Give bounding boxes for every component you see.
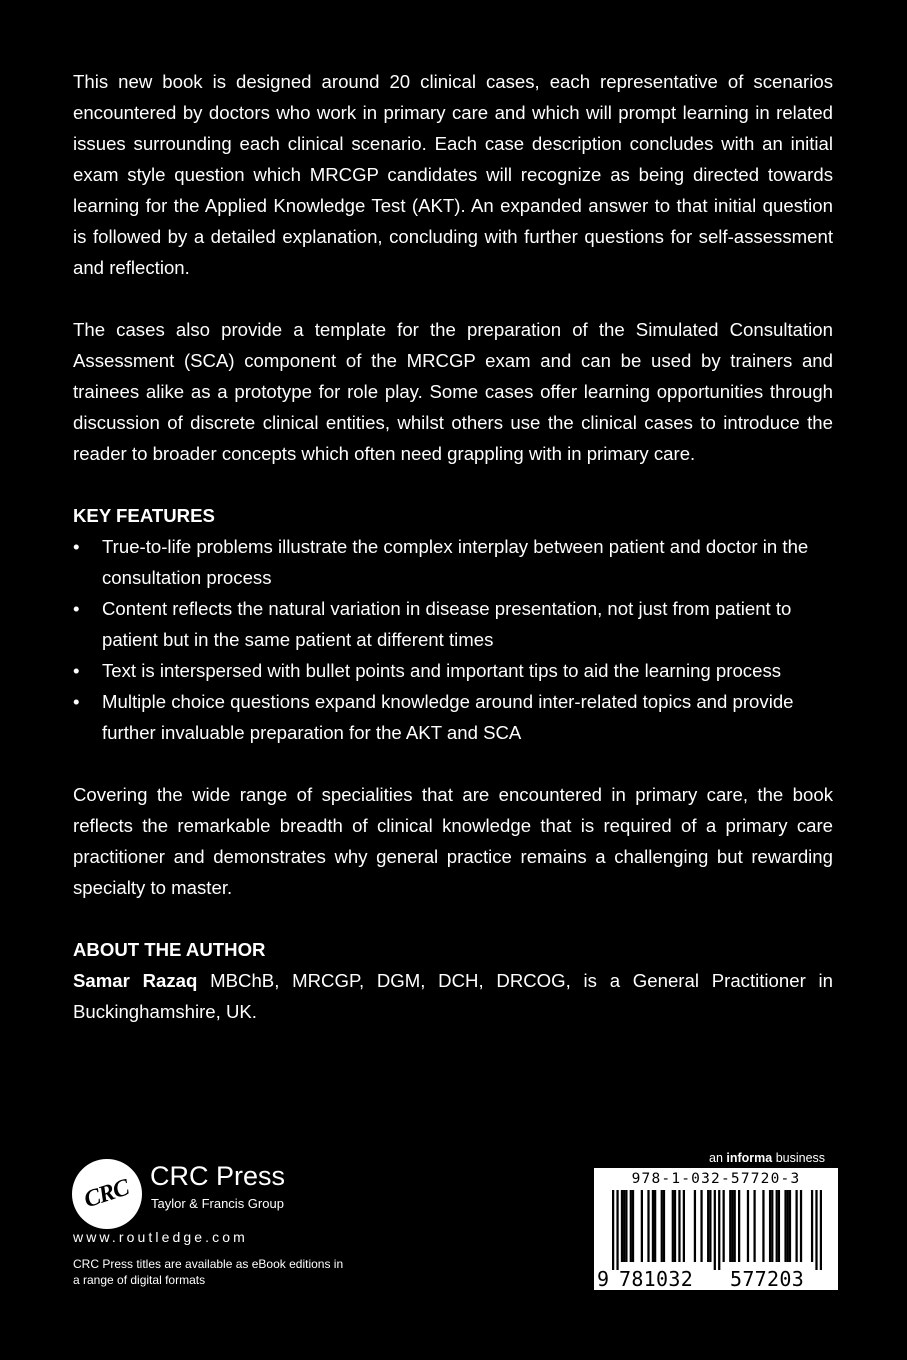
- barcode-bar: [787, 1190, 789, 1262]
- barcode-bar: [734, 1190, 736, 1262]
- barcode-bar: [771, 1190, 773, 1262]
- barcode-bar: [784, 1190, 786, 1262]
- barcode-bar: [621, 1190, 623, 1262]
- bullet-icon: •: [73, 536, 80, 557]
- barcode-bar: [778, 1190, 780, 1262]
- barcode-bar: [731, 1190, 733, 1262]
- barcode-bar: [672, 1190, 674, 1262]
- barcode-bar: [652, 1190, 654, 1262]
- barcode-bar: [632, 1190, 634, 1262]
- barcode-bars: [612, 1190, 822, 1270]
- barcode-bar: [762, 1190, 764, 1262]
- key-feature-item: [73, 655, 833, 686]
- barcode-bar: [616, 1190, 618, 1270]
- crc-logo-text: CRC: [81, 1174, 133, 1213]
- key-feature-text: Content reflects the natural variation in disease presentation, not just from patient to patient but in the same patient at different times: [102, 598, 792, 650]
- barcode-bar: [723, 1190, 725, 1262]
- barcode-bar: [776, 1190, 778, 1262]
- barcode-bar: [630, 1190, 632, 1262]
- bullet-icon: •: [73, 598, 80, 619]
- bullet-icon: •: [73, 691, 80, 712]
- barcode-bar: [718, 1190, 720, 1270]
- barcode-bar: [815, 1190, 817, 1270]
- key-feature-item: [73, 686, 833, 748]
- barcode-bar: [714, 1190, 716, 1270]
- key-feature-item: [73, 593, 833, 655]
- barcode-bar: [623, 1190, 625, 1262]
- barcode-digit-group-1: 781032: [619, 1267, 694, 1291]
- publisher-website: www.routledge.com: [73, 1229, 248, 1245]
- key-feature-text: Multiple choice questions expand knowledge around inter-related topics and provide further invaluable preparation for the AKT and SCA: [102, 691, 794, 743]
- barcode-bar: [820, 1190, 822, 1270]
- publisher-group: Taylor & Francis Group: [151, 1196, 284, 1211]
- barcode-first-digit: 9: [597, 1267, 610, 1291]
- barcode-bar: [641, 1190, 643, 1262]
- isbn-barcode: [594, 1168, 838, 1290]
- crc-logo-icon: [72, 1159, 142, 1229]
- barcode-bar: [795, 1190, 797, 1262]
- barcode-bar: [694, 1190, 696, 1262]
- informa-tagline: [709, 1150, 825, 1166]
- key-feature-item: [73, 531, 833, 593]
- barcode-bar: [663, 1190, 665, 1262]
- key-feature-text: True-to-life problems illustrate the complex interplay between patient and doctor in the consultation process: [102, 536, 809, 588]
- barcode-bar: [707, 1190, 709, 1262]
- publisher-name: CRC Press: [150, 1161, 286, 1191]
- author-credentials: MBChB, MRCGP, DGM, DCH, DRCOG, is a General Practitioner in Buckinghamshire, UK.: [73, 970, 833, 1022]
- barcode-bar: [738, 1190, 740, 1262]
- informa-brand: informa: [726, 1151, 773, 1165]
- intro-paragraph-1: This new book is designed around 20 clinical cases, each representative of scenarios encountered by doctors who work in primary care and which will prompt learning in related issues surrounding each clinical scenario. Each case description concludes with an initial exam style question which MRCGP candidates will recognize as being directed towards learning for the Applied Knowledge Test (AKT). An expanded answer to that initial question is followed by a detailed explanation, concluding with further questions for self-assessment and reflection.: [73, 71, 833, 278]
- back-cover-text: [73, 66, 833, 1027]
- author-bio: [73, 965, 833, 1027]
- barcode-bar: [661, 1190, 663, 1262]
- barcode-digit-group-2: 577203: [730, 1267, 805, 1291]
- barcode-bar: [674, 1190, 676, 1262]
- barcode-bar: [647, 1190, 649, 1262]
- key-features-list: [73, 531, 833, 748]
- ebook-note: CRC Press titles are available as eBook editions in a range of digital formats: [73, 1257, 344, 1287]
- author-name: Samar Razaq: [73, 970, 198, 991]
- barcode-bar: [700, 1190, 702, 1262]
- barcode-bar: [625, 1190, 627, 1262]
- intro-paragraph-2: The cases also provide a template for the preparation of the Simulated Consultation Assessment (SCA) component of the MRCGP exam and can be used by trainers and trainees alike as a prototype for role play. Some cases offer learning opportunities through discussion of discrete clinical entities, whilst others use the clinical cases to introduce the reader to broader concepts which often need grappling with in primary care.: [73, 319, 833, 464]
- barcode-bar: [747, 1190, 749, 1262]
- barcode-bar: [683, 1190, 685, 1262]
- barcode-bar: [789, 1190, 791, 1262]
- informa-prefix: an: [709, 1151, 727, 1165]
- barcode-bar: [612, 1190, 614, 1270]
- barcode-bar: [753, 1190, 755, 1262]
- key-features-heading: KEY FEATURES: [73, 505, 215, 526]
- barcode-bar: [709, 1190, 711, 1262]
- bullet-icon: •: [73, 660, 80, 681]
- barcode-bar: [729, 1190, 731, 1262]
- barcode-bar: [678, 1190, 680, 1262]
- barcode-bar: [811, 1190, 813, 1262]
- about-author-heading: ABOUT THE AUTHOR: [73, 939, 266, 960]
- informa-suffix: business: [772, 1151, 826, 1165]
- barcode-bar: [654, 1190, 656, 1262]
- key-feature-text: Text is interspersed with bullet points and important tips to aid the learning process: [102, 660, 782, 681]
- isbn-number: 978-1-032-57720-3: [631, 1171, 801, 1187]
- barcode-bar: [769, 1190, 771, 1262]
- closing-paragraph: Covering the wide range of specialities that are encountered in primary care, the book reflects the remarkable breadth of clinical knowledge that is required of a primary care practitioner and demonstrates why general practice remains a challenging but rewarding specialty to master.: [73, 784, 833, 898]
- barcode-bar: [800, 1190, 802, 1262]
